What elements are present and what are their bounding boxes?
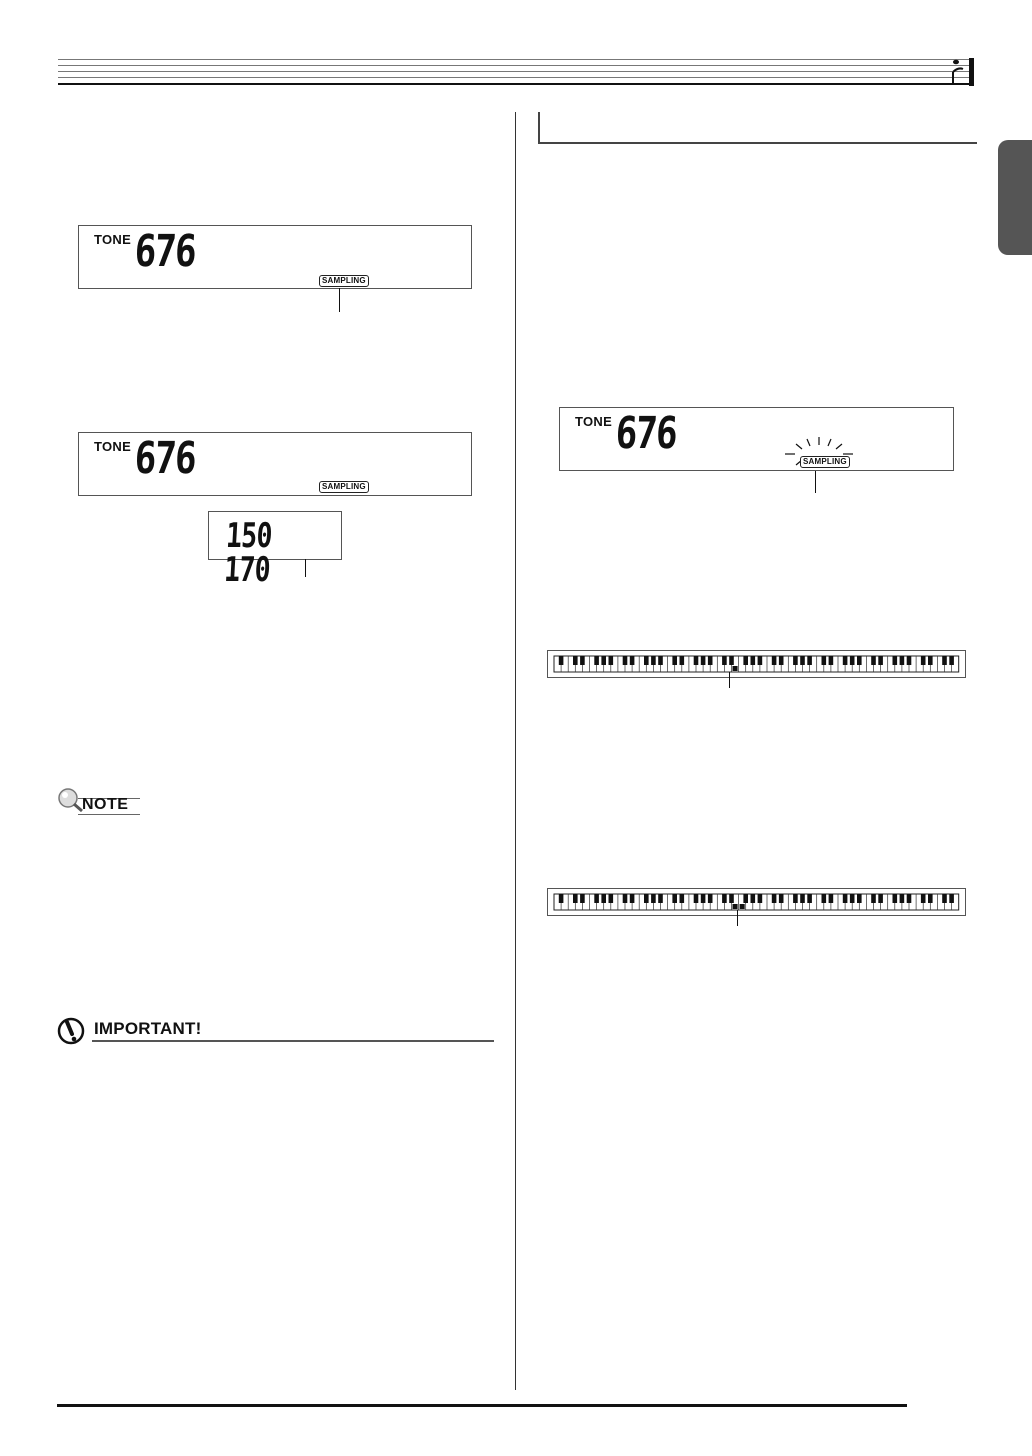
leader-line [815, 471, 816, 493]
tone-number: 676 [133, 433, 197, 484]
keyboard-frame [554, 894, 959, 910]
black-key [580, 894, 585, 903]
black-key [928, 894, 933, 903]
black-key [850, 894, 855, 903]
black-key [644, 894, 649, 903]
black-key [779, 656, 784, 665]
black-key [623, 656, 628, 665]
black-key [751, 656, 756, 665]
black-key [822, 656, 827, 665]
tone-number: 676 [133, 226, 197, 277]
exclamation-icon [56, 1016, 86, 1051]
note-label: NOTE [82, 796, 129, 813]
black-key [921, 894, 926, 903]
black-key [722, 656, 727, 665]
black-key [672, 656, 677, 665]
black-key [900, 656, 905, 665]
black-key [758, 894, 763, 903]
tone-label: TONE [94, 439, 132, 454]
black-key [694, 656, 699, 665]
black-key [850, 656, 855, 665]
black-key [708, 894, 713, 903]
black-key [594, 656, 599, 665]
black-key [722, 894, 727, 903]
black-key [829, 656, 834, 665]
black-key [559, 656, 564, 665]
section-heading-frame [538, 112, 977, 144]
black-key [857, 656, 862, 665]
leader-line [737, 910, 738, 926]
black-key [658, 656, 663, 665]
lcd-display-2 [78, 432, 472, 496]
leader-line [305, 559, 306, 577]
black-key [630, 894, 635, 903]
black-key [651, 894, 656, 903]
black-key [580, 656, 585, 665]
black-key [907, 656, 912, 665]
lcd-display-3 [559, 407, 954, 471]
keyboard-diagram-1 [547, 650, 966, 678]
black-key [942, 894, 947, 903]
black-key [800, 656, 805, 665]
black-key [751, 894, 756, 903]
black-key [743, 894, 748, 903]
keyboard-diagram-2 [547, 888, 966, 916]
tone-label: TONE [575, 414, 613, 429]
black-key [779, 894, 784, 903]
leader-line [729, 672, 730, 688]
black-key [807, 894, 812, 903]
black-key [701, 656, 706, 665]
small-lcd-value: 150 170 [223, 516, 273, 590]
black-key [772, 894, 777, 903]
black-key [630, 656, 635, 665]
black-key [907, 894, 912, 903]
highlighted-key-marker [733, 666, 738, 671]
important-heading [56, 1014, 494, 1046]
column-divider [515, 112, 516, 1390]
black-key [594, 894, 599, 903]
black-key [793, 656, 798, 665]
keyboard-keys [548, 889, 964, 914]
black-key [651, 656, 656, 665]
chapter-thumb-tab [998, 140, 1032, 255]
black-key [623, 894, 628, 903]
black-key [743, 656, 748, 665]
black-key [559, 894, 564, 903]
black-key [680, 656, 685, 665]
black-key [701, 894, 706, 903]
black-key [878, 656, 883, 665]
black-key [807, 656, 812, 665]
black-key [829, 894, 834, 903]
black-key [772, 656, 777, 665]
black-key [928, 656, 933, 665]
note-heading [56, 786, 146, 818]
black-key [573, 656, 578, 665]
black-key [680, 894, 685, 903]
black-key [758, 656, 763, 665]
black-key [843, 894, 848, 903]
sampling-badge: SAMPLING [319, 481, 369, 493]
keyboard-frame [554, 656, 959, 672]
black-key [672, 894, 677, 903]
lcd-display-1 [78, 225, 472, 289]
black-key [729, 894, 734, 903]
leader-line [339, 288, 340, 312]
black-key [800, 894, 805, 903]
black-key [822, 894, 827, 903]
black-key [658, 894, 663, 903]
black-key [921, 656, 926, 665]
black-key [871, 656, 876, 665]
black-key [609, 894, 614, 903]
black-key [878, 894, 883, 903]
black-key [843, 656, 848, 665]
sampling-badge: SAMPLING [319, 275, 369, 287]
tone-number: 676 [614, 408, 678, 459]
black-key [857, 894, 862, 903]
black-key [949, 894, 954, 903]
black-key [893, 656, 898, 665]
black-key [942, 656, 947, 665]
sampling-badge-flashing: SAMPLING [800, 456, 850, 468]
music-note-icon [950, 56, 976, 86]
black-key [893, 894, 898, 903]
black-key [900, 894, 905, 903]
important-label: IMPORTANT! [94, 1019, 202, 1038]
black-key [793, 894, 798, 903]
small-lcd-display [208, 511, 342, 590]
black-key [573, 894, 578, 903]
black-key [601, 656, 606, 665]
black-key [609, 656, 614, 665]
black-key [871, 894, 876, 903]
black-key [644, 656, 649, 665]
black-key [708, 656, 713, 665]
black-key [601, 894, 606, 903]
black-key [729, 656, 734, 665]
highlighted-key-marker [740, 904, 745, 909]
tone-label: TONE [94, 232, 132, 247]
footer-rule [57, 1404, 907, 1407]
black-key [949, 656, 954, 665]
black-key [694, 894, 699, 903]
keyboard-keys [548, 651, 964, 676]
highlighted-key-marker [733, 904, 738, 909]
